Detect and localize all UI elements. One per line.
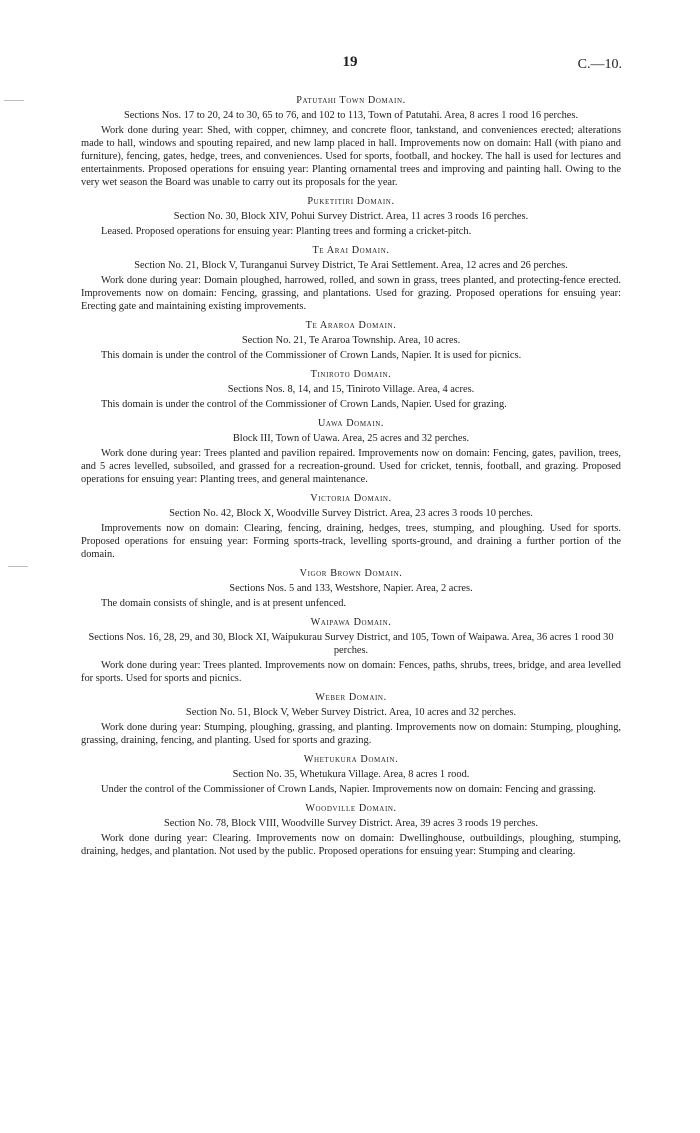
domain-section (81, 368, 621, 411)
domain-section (81, 244, 621, 313)
section-lead: Sections Nos. 8, 14, and 15, Tiniroto Village. Area, 4 acres. (227, 384, 475, 395)
page-number: 19 (342, 54, 358, 70)
section-title: Victoria Domain. (310, 493, 392, 504)
section-lead: Block III, Town of Uawa. Area, 25 acres and 32 perches. (232, 433, 470, 444)
document-body (81, 94, 621, 864)
section-title: Woodville Domain. (305, 803, 397, 814)
section-title: Tiniroto Domain. (310, 369, 392, 380)
section-lead: Section No. 42, Block X, Woodville Survey District. Area, 23 acres 3 roods 10 perches. (169, 508, 533, 519)
section-title: Vigor Brown Domain. (299, 568, 403, 579)
section-lead: Sections Nos. 5 and 133, Westshore, Napier. Area, 2 acres. (229, 583, 473, 594)
section-title: Waipawa Domain. (310, 617, 392, 628)
section-title: Puketitiri Domain. (307, 196, 395, 207)
section-paragraph: This domain is under the control of the Commissioner of Crown Lands, Napier. It is used for picnics. (101, 350, 522, 361)
section-title: Te Arai Domain. (312, 245, 390, 256)
domain-section (81, 94, 621, 189)
section-lead: Sections Nos. 16, 28, 29, and 30, Block XI, Waipukurau Survey District, and 105, Town of Waipawa. Area, 36 acres 1 rood 30 perches. (88, 632, 614, 656)
section-title: Uawa Domain. (317, 418, 385, 429)
section-lead: Sections Nos. 17 to 20, 24 to 30, 65 to 76, and 102 to 113, Town of Patutahi. Area, 8 acres 1 rood 16 perches. (123, 110, 579, 121)
section-lead: Section No. 35, Whetukura Village. Area, 8 acres 1 rood. (232, 769, 470, 780)
domain-section (81, 195, 621, 238)
domain-section (81, 417, 621, 486)
scan-mark-left-top (4, 100, 24, 101)
section-paragraph: Improvements now on domain: Clearing, fencing, draining, hedges, trees, stumping, and ploughing. Used for sports. Proposed operations for ensuing year: Forming sports-track, levelling sports-ground, and draining a further portion of the domain. (81, 523, 621, 560)
domain-section (81, 802, 621, 858)
section-title: Whetukura Domain. (303, 754, 399, 765)
domain-section (81, 616, 621, 685)
section-title: Weber Domain. (315, 692, 387, 703)
section-lead: Section No. 21, Te Araroa Township. Area, 10 acres. (241, 335, 461, 346)
section-title: Patutahi Town Domain. (296, 95, 406, 106)
section-lead: Section No. 21, Block V, Turanganui Survey District, Te Arai Settlement. Area, 12 acres and 26 perches. (134, 260, 568, 271)
section-paragraph: This domain is under the control of the Commissioner of Crown Lands, Napier. Used for grazing. (101, 399, 507, 410)
section-paragraph: Under the control of the Commissioner of Crown Lands, Napier. Improvements now on domain: Fencing and grassing. (101, 784, 596, 795)
section-paragraph: Work done during year: Clearing. Improvements now on domain: Dwellinghouse, outbuildings, ploughing, stumping, draining, hedges, and plantation. Not used by the public. Proposed operations for ensuing year: Stumping and clearing. (81, 833, 621, 857)
section-paragraph: Work done during year: Domain ploughed, harrowed, rolled, and sown in grass, trees planted, and protecting-fence erected. Improvements now on domain: Fencing, grassing, and plantations. Used for grazing. Proposed operations for ensuing year: Erecting gate and maintaining existing improvements. (81, 275, 621, 312)
scan-mark-left-middle (8, 566, 28, 567)
domain-section (81, 319, 621, 362)
domain-section (81, 753, 621, 796)
domain-section (81, 492, 621, 561)
section-paragraph: The domain consists of shingle, and is at present unfenced. (101, 598, 346, 609)
section-title: Te Araroa Domain. (305, 320, 397, 331)
section-paragraph: Work done during year: Trees planted. Improvements now on domain: Fences, paths, shrubs, trees, bridge, and area levelled for sports. Used for sports and picnics. (81, 660, 621, 684)
section-paragraph: Work done during year: Stumping, ploughing, grassing, and planting. Improvements now on domain: Stumping, ploughing, grassing, draining, fencing, and planting. Used for sports and grazing. (81, 722, 621, 746)
document-reference: C.—10. (577, 57, 622, 72)
section-paragraph: Work done during year: Trees planted and pavilion repaired. Improvements now on domain: Fencing, gates, pavilion, trees, and 5 acres levelled, subsoiled, and grassed for a recreation-ground. Used for cricket, tennis, football, and grazing. Proposed operations for ensuing year: Planting trees, and general maintenance. (81, 448, 621, 485)
domain-section (81, 567, 621, 610)
section-paragraph: Leased. Proposed operations for ensuing year: Planting trees and forming a cricket-pitch. (101, 226, 472, 237)
section-lead: Section No. 78, Block VIII, Woodville Survey District. Area, 39 acres 3 roods 19 perches. (164, 818, 538, 829)
section-lead: Section No. 30, Block XIV, Pohui Survey District. Area, 11 acres 3 roods 16 perches. (173, 211, 529, 222)
domain-section (81, 691, 621, 747)
section-lead: Section No. 51, Block V, Weber Survey District. Area, 10 acres and 32 perches. (185, 707, 517, 718)
section-paragraph: Work done during year: Shed, with copper, chimney, and concrete floor, tankstand, and conveniences erected; alterations made to hall, windows and spouting repaired, and new lamp placed in hall. Improvements now on domain: Hall (with piano and furniture), fencing, gates, hedge, trees, and conveniences. Used for sports, football, and hockey. The hall is used for lectures and entertainments. Proposed operations for ensuing year: Planting ornamental trees and improving and painting hall. Owing to the very wet season the Board was unable to carry out its proposals for the year. (81, 125, 621, 188)
